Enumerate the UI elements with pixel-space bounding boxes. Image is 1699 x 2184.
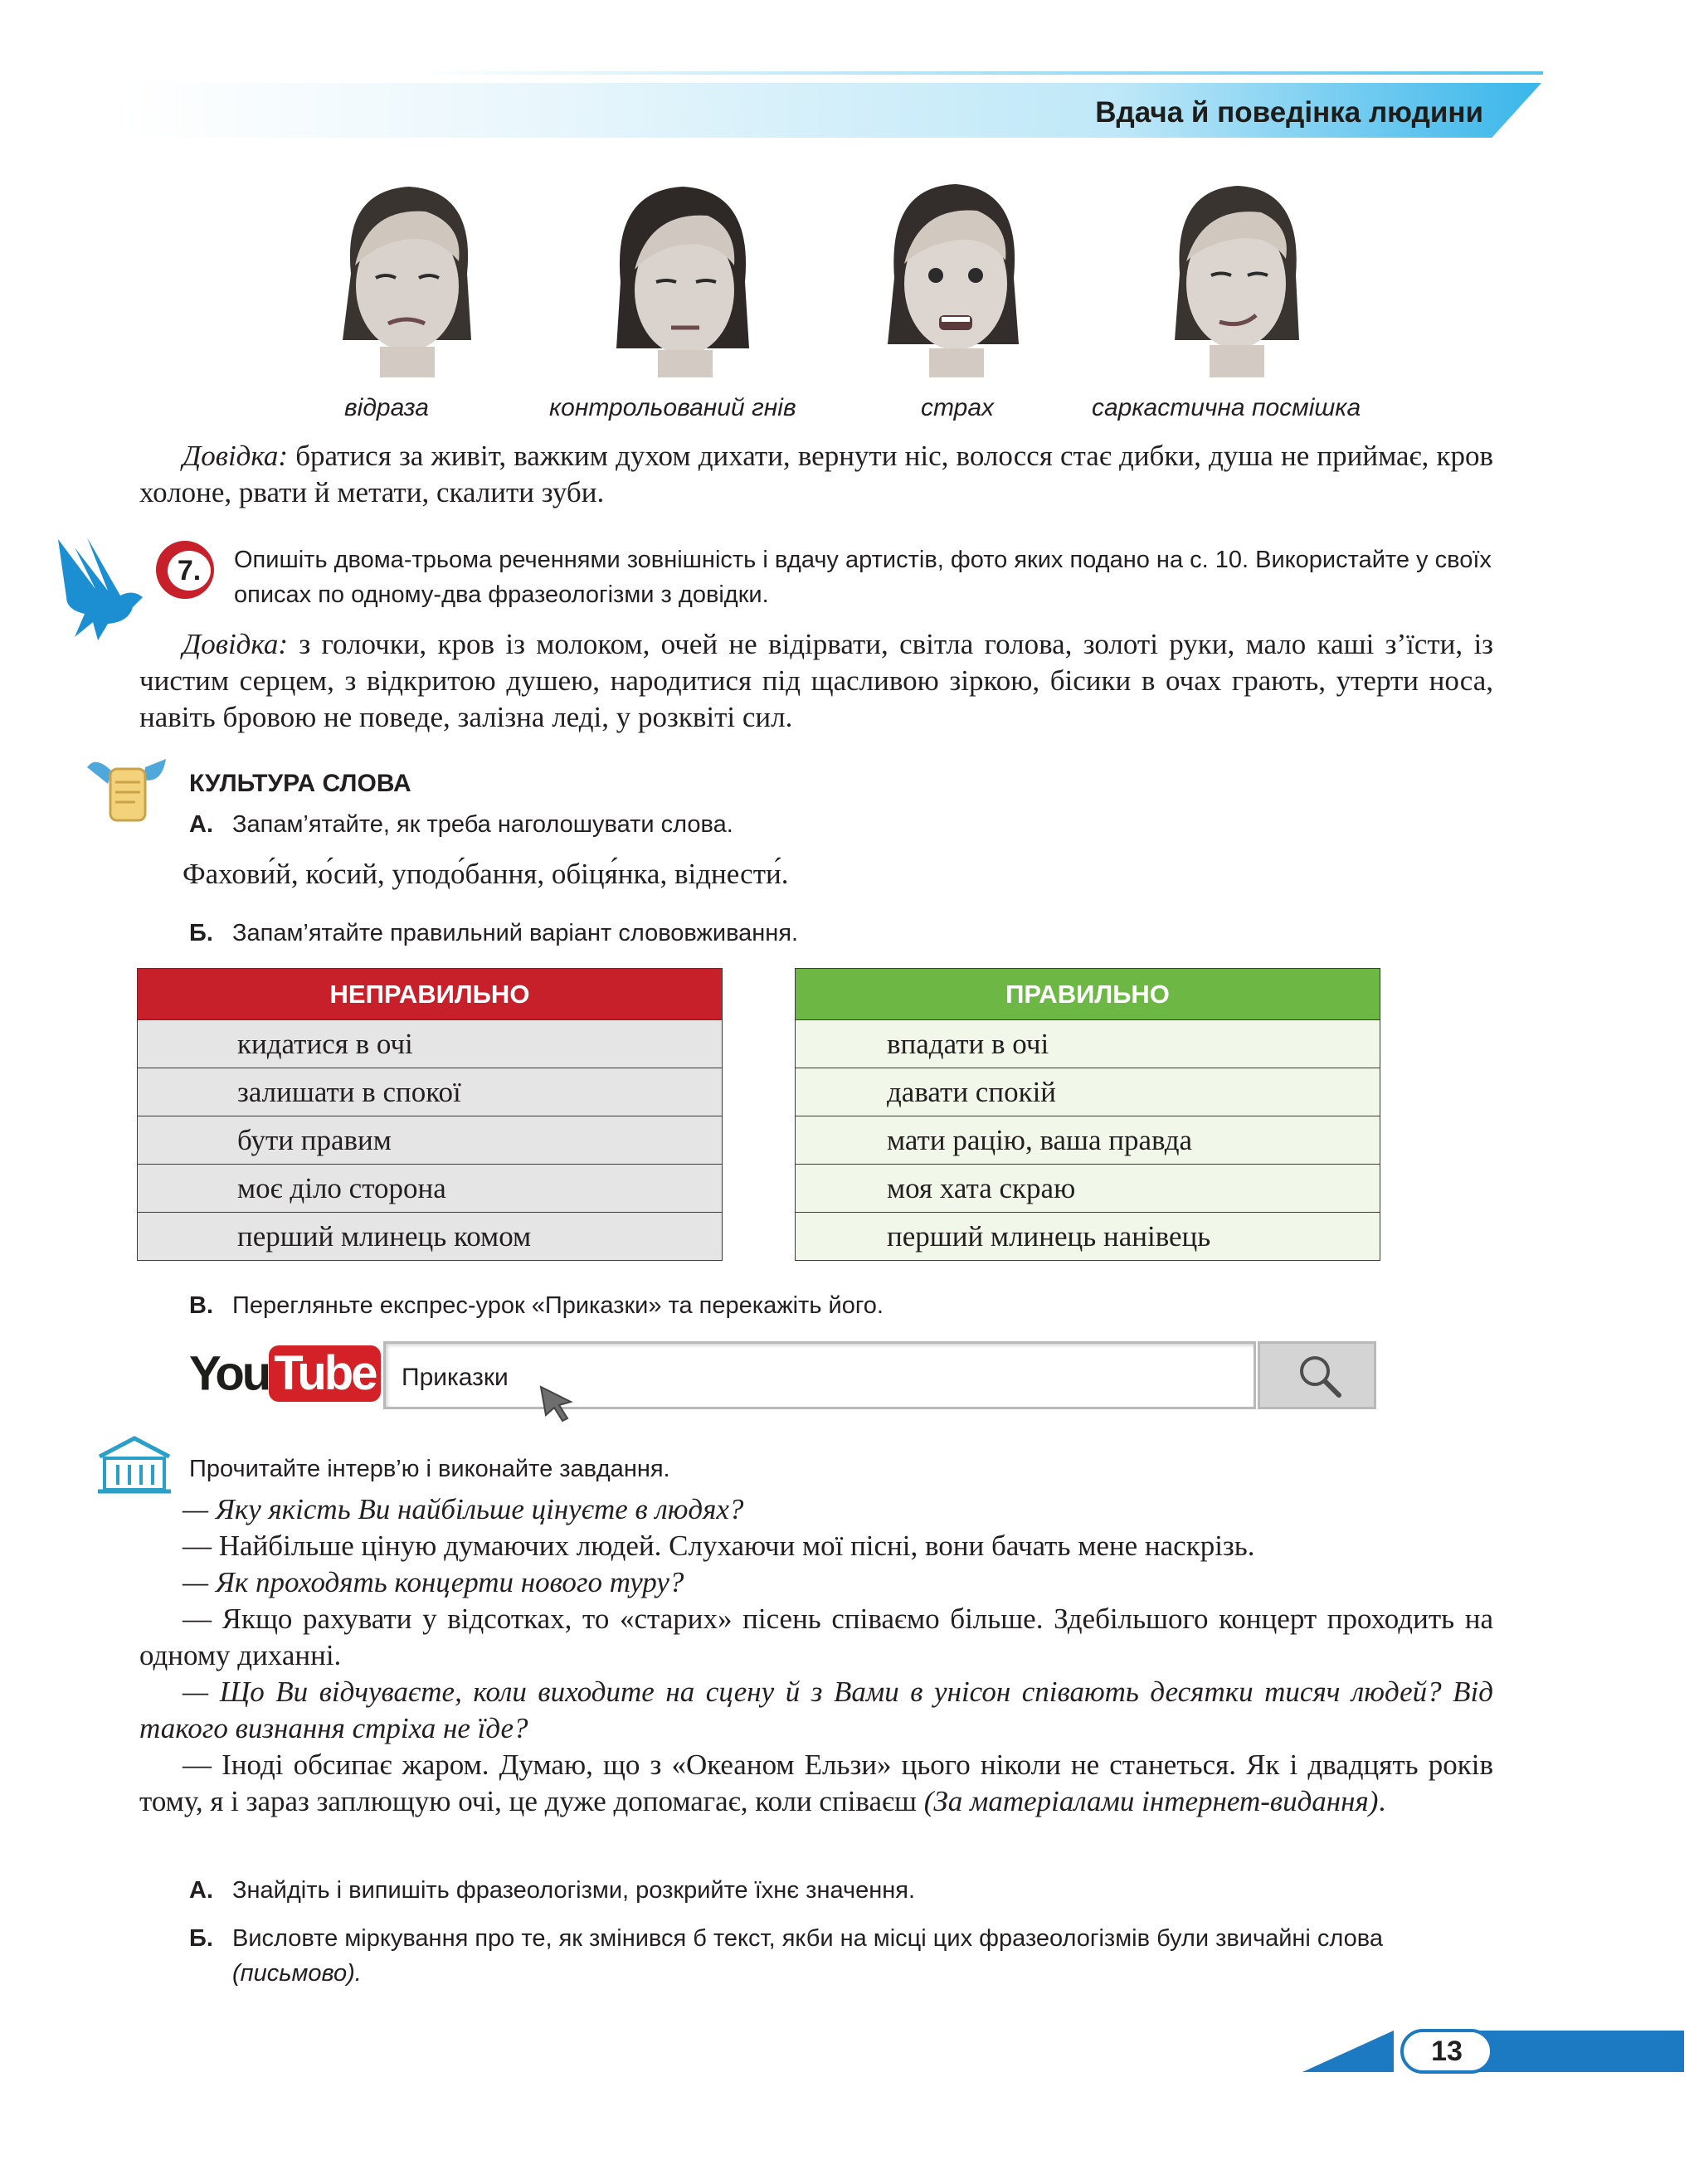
youtube-logo-you: You (189, 1346, 270, 1401)
table-row (138, 1068, 723, 1116)
interview-dialog (139, 1491, 1493, 1820)
table-row (138, 1165, 723, 1213)
table-cell: моє діло сторона (138, 1165, 723, 1213)
task-7-text: Опишіть двома-трьома реченнями зовнішність і вдачу артистів, фото яких подано на с. 10. Використайте у своїх описах по одному-два фразеологізми з довідки. (234, 547, 1492, 608)
caption-disgust: відраза (344, 394, 429, 421)
photo-fear (863, 174, 1041, 377)
table-cell: залишати в спокої (138, 1068, 723, 1116)
source-note: (За матеріалами інтернет-видання) (923, 1785, 1379, 1817)
interview-answer: — Якщо рахувати у відсотках, то «старих» пісень співаємо більше. Здебільшого концерт проходить на одному диханні. (139, 1603, 1493, 1671)
reference-text: з голочки, кров із молоком, очей не відірвати, світла голова, золоті руки, мало каші з’їсти, із чистим серцем, з відкритою душею, народитися під щасливою зіркою, бісики в очах грають, утерти носа, навіть бровою не поведе, залізна леді, у розквіті сил. (139, 628, 1494, 733)
task-text: Перегляньте експрес-урок «Приказки» та перекажіть його. (232, 1292, 884, 1319)
pegasus-icon (50, 531, 149, 643)
scroll-wings-icon (79, 751, 174, 834)
table-cell: моя хата скраю (796, 1165, 1380, 1213)
table-row (796, 1165, 1380, 1213)
interview-question: — Що Ви відчуваєте, коли виходите на сцену й з Вами в унісон співають десятки тисяч людей? Від такого визнання стріха не їде? (139, 1676, 1493, 1744)
youtube-logo-tube: Tube (269, 1345, 380, 1402)
table-row (138, 1116, 723, 1165)
page-header-title: Вдача й поведінка людини (1095, 96, 1483, 129)
table-cell: давати спокій (796, 1068, 1380, 1116)
table-cell: перший млинець комом (138, 1213, 723, 1261)
interview-instruction: Прочитайте інтерв’ю і виконайте завдання. (189, 1456, 670, 1482)
task-letter: Б. (189, 920, 213, 946)
task-note: (письмово). (232, 1960, 362, 1987)
page-number: 13 (1431, 2036, 1463, 2067)
table-row (796, 1068, 1380, 1116)
caption-controlled-anger: контрольований гнів (549, 394, 796, 421)
task-number: 7. (168, 551, 211, 591)
photo-controlled-anger (591, 174, 770, 377)
reference-paragraph-2 (139, 626, 1493, 736)
interview-task-b (189, 1921, 1493, 1991)
task-text: Запам’ятайте, як треба наголошувати слова. (232, 811, 733, 838)
table-cell: впадати в очі (796, 1020, 1380, 1068)
footer-accent-right (1477, 2031, 1684, 2072)
table-header: ПРАВИЛЬНО (796, 969, 1380, 1020)
mouse-cursor-icon (538, 1384, 577, 1423)
table-cell: кидатися в очі (138, 1020, 723, 1068)
library-icon (93, 1435, 176, 1495)
search-icon (1296, 1352, 1344, 1400)
table-row (796, 1020, 1380, 1068)
task-text: Запам’ятайте правильний варіант слововживання. (232, 920, 799, 946)
search-input[interactable] (383, 1341, 1256, 1409)
table-row (796, 1213, 1380, 1261)
task-letter: Б. (189, 1925, 213, 1952)
footer-accent-left (1302, 2031, 1394, 2072)
photo-sarcastic-smile (1145, 174, 1323, 377)
table-cell: мати рацію, ваша правда (796, 1116, 1380, 1165)
table-row (796, 1116, 1380, 1165)
interview-task-a (189, 1873, 915, 1908)
task-text: Знайдіть і випишіть фразеологізми, розкрийте їхнє значення. (232, 1877, 916, 1904)
table-cell: перший млинець нанівець (796, 1213, 1380, 1261)
stress-words: Фахови́й, ко́сий, уподо́бання, обіця́нка, віднести́. (183, 858, 789, 890)
caption-fear: страх (921, 394, 995, 421)
header-accent-line (415, 71, 1543, 75)
interview-question: — Яку якість Ви найбільше цінуєте в людях? (183, 1493, 744, 1525)
task-text: Висловте міркування про те, як змінився б текст, якби на місці цих фразеологізмів були звичайні слова (письмово). (232, 1925, 1384, 1987)
reference-paragraph-1 (139, 438, 1493, 511)
culture-task-b (189, 916, 798, 951)
reference-lead: Довідка: (183, 628, 289, 660)
task-letter: В. (189, 1292, 213, 1319)
reference-lead: Довідка: (183, 440, 289, 472)
caption-sarcastic-smile: саркастична посмішка (1092, 394, 1361, 421)
culture-task-a (189, 807, 733, 842)
interview-answer: — Іноді обсипає жаром. Думаю, що з «Океаном Ельзи» цього ніколи не станеться. Як і двадцять років тому, я і зараз заплющую очі, це дуже допомагає, коли співаєш (За матеріалами інтернет-видання). (139, 1749, 1493, 1817)
table-row (138, 1213, 723, 1261)
culture-task-v (189, 1288, 884, 1323)
task-letter: А. (189, 1877, 213, 1904)
table-cell: бути правим (138, 1116, 723, 1165)
correct-usage-table (795, 968, 1380, 1261)
photo-disgust (318, 174, 496, 377)
youtube-logo (189, 1345, 381, 1403)
search-input-value: Приказки (402, 1364, 509, 1391)
table-header: НЕПРАВИЛЬНО (138, 969, 723, 1020)
interview-question: — Як проходять концерти нового туру? (183, 1566, 684, 1598)
interview-answer: — Найбільше ціную думаючих людей. Слухаючи мої пісні, вони бачать мене наскрізь. (183, 1530, 1255, 1562)
incorrect-usage-table (137, 968, 723, 1261)
task-letter: А. (189, 811, 213, 838)
table-row (138, 1020, 723, 1068)
reference-text: братися за живіт, важким духом дихати, вернути ніс, волосся стає дибки, душа не приймає, кров холоне, рвати й метати, скалити зуби. (139, 440, 1493, 508)
culture-section-title: КУЛЬТУРА СЛОВА (189, 770, 411, 797)
